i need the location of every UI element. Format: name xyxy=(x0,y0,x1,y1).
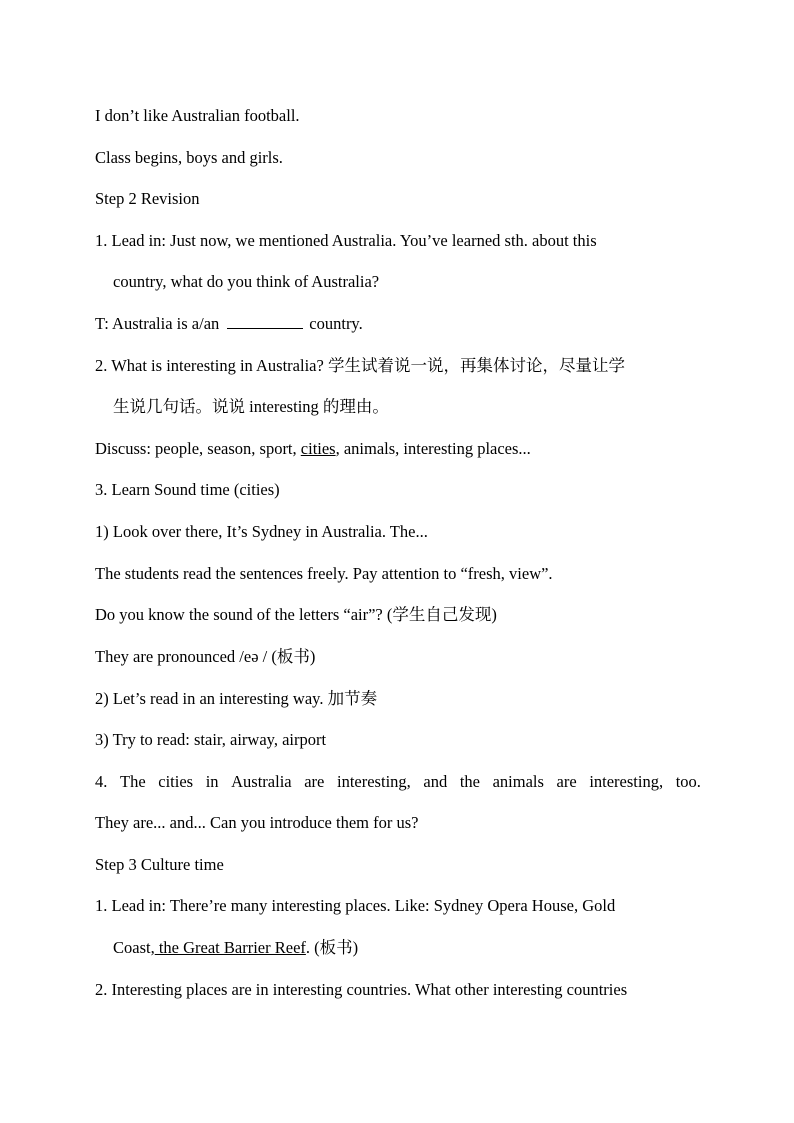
text-line-discuss xyxy=(95,439,531,459)
word: Australia xyxy=(231,772,292,791)
heading-step3-culture-time: Step 3 Culture time xyxy=(95,855,224,874)
text-line-interesting-countries: 2. Interesting places are in interesting countries. What other interesting countries xyxy=(95,980,628,999)
teacher-prompt-end: country. xyxy=(309,314,363,333)
places-end: . (板书) xyxy=(305,938,359,957)
places-underlined-reef: the Great Barrier Reef xyxy=(154,938,306,957)
text-line-lead-in-1: 1. Lead in: Just now, we mentioned Australia. You’ve learned sth. about this xyxy=(95,231,597,250)
text-line-read-interesting-way: 2) Let’s read in an interesting way. 加节奏 xyxy=(95,689,378,708)
word: cities xyxy=(158,772,194,791)
word: are xyxy=(556,772,577,791)
word: are xyxy=(304,772,325,791)
text-line-introduce-them: They are... and... Can you introduce them for us? xyxy=(95,813,419,832)
text-line-read-freely: The students read the sentences freely. Pay attention to “fresh, view”. xyxy=(95,564,553,583)
discuss-start: Discuss: people, season, sport, xyxy=(95,439,301,458)
word: animals xyxy=(492,772,544,791)
text-line-what-is-interesting-cont: 生说几句话。说说 interesting 的理由。 xyxy=(113,397,389,416)
text-line-dislike-football: I don’t like Australian football. xyxy=(95,106,300,125)
places-start: Coast, xyxy=(113,938,155,957)
discuss-underlined-cities: cities xyxy=(300,439,336,458)
text-line-class-begins: Class begins, boys and girls. xyxy=(95,148,283,167)
text-line-learn-sound-time: 3. Learn Sound time (cities) xyxy=(95,480,280,499)
word: too. xyxy=(675,772,701,791)
word: interesting, xyxy=(337,772,411,791)
word: 4. xyxy=(95,772,108,791)
text-line-letters-air: Do you know the sound of the letters “air”? (学生自己发现) xyxy=(95,605,497,624)
word: in xyxy=(205,772,219,791)
text-line-pronounced: They are pronounced /eə / (板书) xyxy=(95,647,316,666)
text-line-try-to-read: 3) Try to read: stair, airway, airport xyxy=(95,730,327,749)
text-line-look-over-there: 1) Look over there, It’s Sydney in Australia. The... xyxy=(95,522,428,541)
text-line-lead-in-places-cont xyxy=(113,938,358,958)
teacher-prompt-start: T: Australia is a/an xyxy=(95,314,220,333)
text-line-lead-in-places: 1. Lead in: There’re many interesting places. Like: Sydney Opera House, Gold xyxy=(95,896,616,915)
text-line-what-is-interesting: 2. What is interesting in Australia? 学生试着说一说，再集体讨论，尽量让学 xyxy=(95,356,625,375)
word: the xyxy=(459,772,480,791)
heading-step2-revision: Step 2 Revision xyxy=(95,189,200,208)
text-line-lead-in-1-cont: country, what do you think of Australia? xyxy=(113,272,380,291)
text-line-cities-animals xyxy=(95,772,701,792)
text-line-teacher-prompt xyxy=(95,314,363,334)
word: The xyxy=(119,772,146,791)
word: and xyxy=(423,772,448,791)
word: interesting, xyxy=(589,772,664,791)
fill-in-blank xyxy=(227,314,303,329)
discuss-end: , animals, interesting places... xyxy=(335,439,531,458)
